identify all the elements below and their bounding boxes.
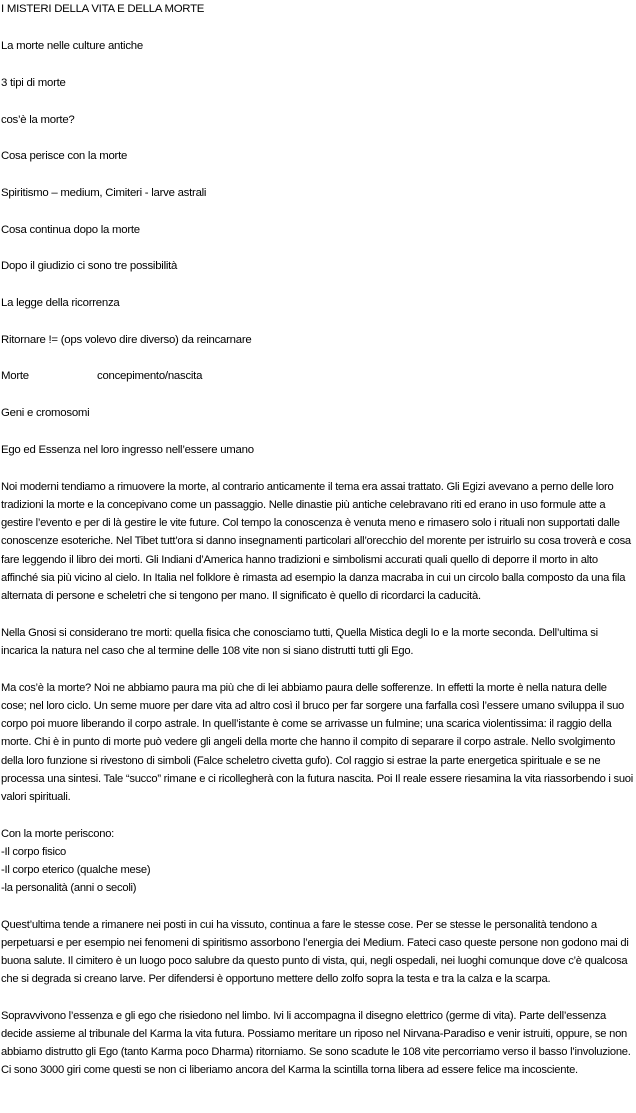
- list-item: -Il corpo eterico (qualche mese): [1, 864, 151, 877]
- outline-item: 3 tipi di morte: [1, 77, 66, 89]
- outline-item: Cosa continua dopo la morte: [1, 224, 140, 236]
- concepimento-label: concepimento/nascita: [97, 370, 203, 382]
- outline-item: Geni e cromosomi: [1, 407, 90, 419]
- list-what-perishes: [1, 825, 634, 898]
- paragraph-what-is-death: Ma cos’è la morte? Noi ne abbiamo paura ma più che di lei abbiamo paura delle sofferenze. In effetti la morte è nella natura delle cose; nel loro ciclo. Un seme muore per dare vita ad altro così il bruco per far sorgere una farfalla così l’essere umano sviluppa il suo corpo poi muore liberando il corpo astrale. In quell’istante è come se arrivasse un fulmine; una scarica violentissima: il raggio della morte. Chi è in punto di morte può vedere gli angeli della morte che hanno il compito di separare il corpo astrale. Nello svolgimento della loro funzione si rivestono di simboli (Falce scheletro civetta gufo). Col raggio si estrae la parte energetica spirituale e se ne processa una sintesi. Tale “succo” rimane e ci ricollegherà con la futura nascita. Poi Il reale essere riesamina la vita riassorbendo i suoi valori spirituali.: [1, 682, 634, 803]
- paragraph-survivors: Sopravvivono l’essenza e gli ego che risiedono nel limbo. Ivi li accompagna il disegno elettrico (germe di vita). Parte dell’essenza decide assieme al tribunale del Karma la vita futura. Possiamo meritare un riposo nel Nirvana-Paradiso e venir istruiti, oppure, se non abbiamo distrutto gli Ego (tanto Karma poco Dharma) ritorniamo. Se sono scadute le 108 vite percorriamo verso il basso l’involuzione. Ci sono 3000 giri come questi se non ci liberiamo ancora del Karma la scintilla torna libera ad essere felice ma incosciente.: [1, 1010, 631, 1077]
- outline-item-morte: [1, 369, 202, 384]
- paragraph-three-deaths: Nella Gnosi si considerano tre morti: quella fisica che conosciamo tutti, Quella Mistica degli Io e la morte seconda. Dell’ultima si incarica la natura nel caso che al termine delle 108 vite non si siano distrutti tutti gli Ego.: [1, 627, 598, 658]
- outline-item: cos’è la morte?: [1, 114, 75, 126]
- outline-item: La morte nelle culture antiche: [1, 40, 143, 52]
- outline-item: Ritornare != (ops volevo dire diverso) da reincarnare: [1, 334, 252, 346]
- outline-item: Cosa perisce con la morte: [1, 150, 128, 162]
- paragraph-personality: Quest’ultima tende a rimanere nei posti in cui ha vissuto, continua a fare le stesse cose. Per se stesse le personalità tendono a perpetuarsi e per esempio nei fenomeni di spiritismo assorbono l’energia dei Medium. Fateci caso queste persone non godono mai di buona salute. Il cimitero è un luogo poco salubre da questo punto di vista, qui, negli ospedali, nei luoghi comunque dove c’è qualcosa che si degrada si creano larve. Per difendersi è opportuno mettere dello zolfo sopra la testa e tra la calza e la scarpa.: [1, 919, 629, 986]
- list-item: Con la morte periscono:: [1, 828, 115, 840]
- document-title: I MISTERI DELLA VITA E DELLA MORTE: [1, 3, 205, 15]
- outline-item: La legge della ricorrenza: [1, 297, 120, 309]
- list-item: -la personalità (anni o secoli): [1, 882, 137, 895]
- paragraph-ancient-cultures: Noi moderni tendiamo a rimuovere la morte, al contrario anticamente il tema era assai trattato. Gli Egizi avevano a perno delle loro tradizioni la morte e la concepivano come un passaggio. Nelle dinastie più antiche celebravano riti ed erano in uso formule atte a gestire l’evento e per di là gestire le vite future. Col tempo la conoscenza è venuta meno e rimasero solo i rituali non supportati dalle conoscenze esoteriche. Nel Tibet tutt’ora si danno insegnamenti particolari all’orecchio del morente per istruirlo su cosa troverà e cosa fare leggendo il libro dei morti. Gli Indiani d’America hanno tradizioni e simbolismi accurati quali quello di deporre il morto in alto affinché sia più vicino al cielo. In Italia nel folklore è rimasta ad esempio la danza macraba in cui un circolo balla composto da una fila alternata di persone e scheletri che si tengono per mano. Il significato è quello di ricordarci la caducità.: [1, 481, 631, 602]
- outline-item: Spiritismo – medium, Cimiteri - larve astrali: [1, 187, 207, 199]
- outline-item: Ego ed Essenza nel loro ingresso nell’essere umano: [1, 444, 254, 456]
- list-item: -Il corpo fisico: [1, 846, 67, 859]
- morte-label: Morte: [1, 370, 29, 382]
- outline-item: Dopo il giudizio ci sono tre possibilità: [1, 260, 178, 272]
